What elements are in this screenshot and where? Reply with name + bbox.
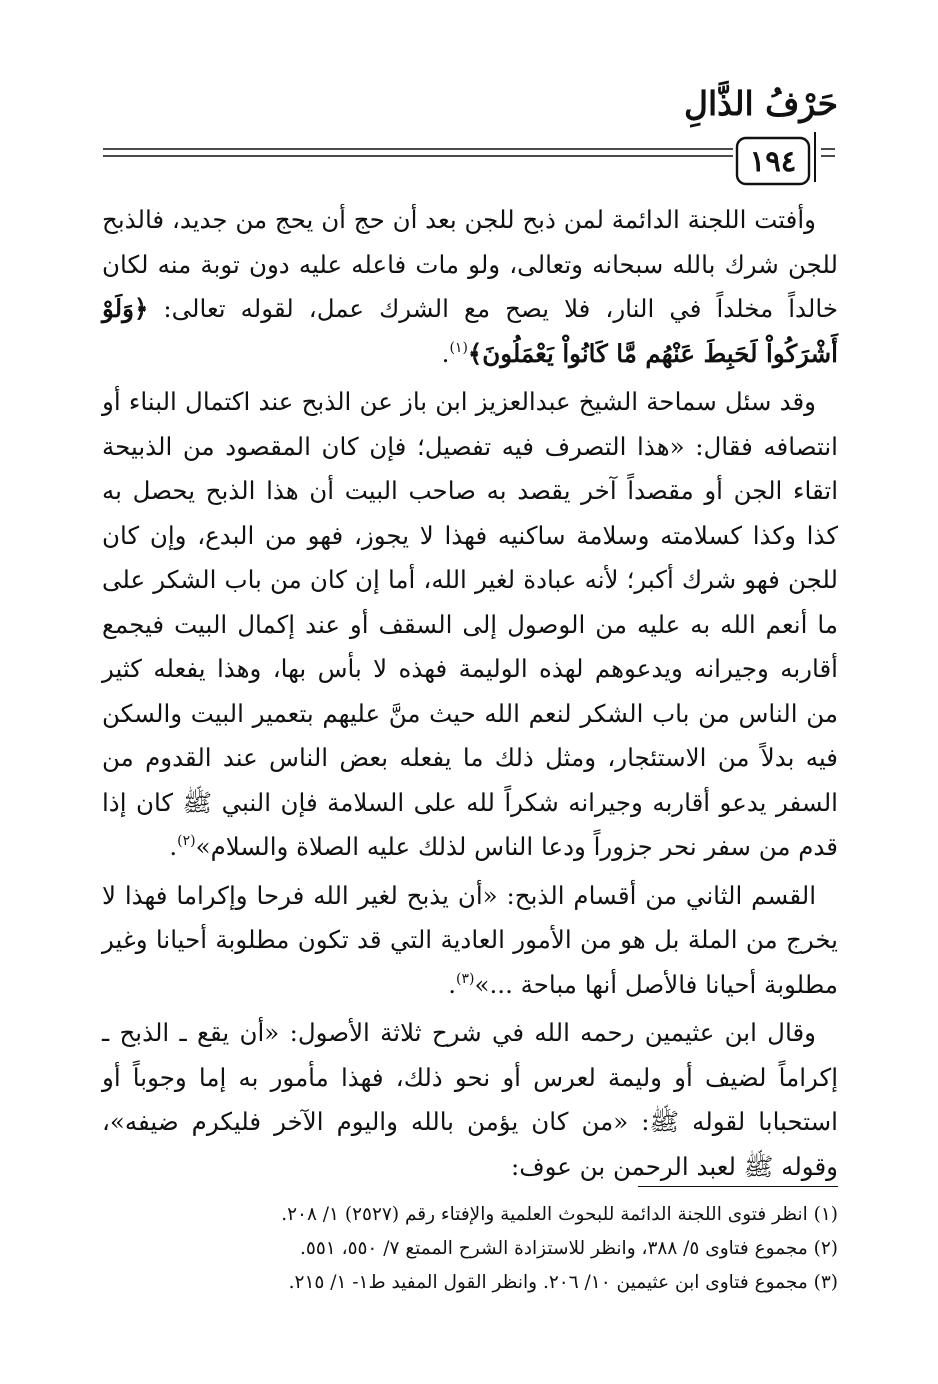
footnote-ref-1[interactable]: (١) (449, 339, 468, 356)
paragraph-2 (102, 380, 838, 870)
footnote-2: (٢) مجموع فتاوى ٥/ ٣٨٨، وانظر للاستزادة الشرح الممتع ٧/ ٥٥٠، ٥٥١. (300, 1238, 838, 1259)
quran-verse: ﴿وَلَوْ أَشْرَكُواْ لَحَبِطَ عَنْهُم مَّا كَانُواْ يَعْمَلُونَ﴾ (102, 294, 838, 368)
footnote-ref-3[interactable]: (٣) (456, 970, 475, 987)
footnote-divider (638, 1186, 838, 1187)
footnote-1: (١) انظر فتوى اللجنة الدائمة للبحوث العلمية والإفتاء رقم (٢٥٢٧) ١/ ٢٠٨. (281, 1204, 838, 1225)
header-rule (103, 130, 835, 190)
paragraph-3-end: . (448, 969, 457, 999)
paragraph-1 (102, 198, 838, 376)
paragraph-2-end: . (169, 832, 178, 861)
paragraph-1-text: وأفتت اللجنة الدائمة لمن ذبح للجن بعد أن حج أن يحج من جديد، فالذبح للجن شرك بالله سبحانه وتعالى، ولو مات فاعله عليه دون توبة منه لكان خالداً مخلداً في النار، فلا يصح مع الشرك عمل، لقوله تعالى: (102, 205, 838, 323)
paragraph-1-end: . (441, 338, 450, 368)
paragraph-4 (102, 1011, 838, 1189)
paragraph-2-text: وقد سئل سماحة الشيخ عبدالعزيز ابن باز عن الذبح عند اكتمال البناء أو انتصافه فقال: «هذا التصرف فيه تفصيل؛ فإن كان المقصود من الذبيحة اتقاء الجن أو مقصداً آخر يقصد به صاحب البيت أن هذا الذبح يحصل به كذا وكذا كسلامته وسلامة ساكنيه فهذا لا يجوز، فهو من البدع، وإن كان للجن فهو شرك أكبر؛ لأنه عبادة لغير الله، أما إن كان من باب الشكر على ما أنعم الله به عليه من الوصول إلى السقف أو عند إكمال البيت فيجمع أقاربه وجيرانه ويدعوهم لهذه الوليمة فهذه لا بأس بها، وهذا يفعله كثير من الناس من باب الشكر لنعم الله حيث منَّ عليهم بتعمير البيت والسكن فيه بدلاً من الاستئجار، ومثل ذلك ما يفعله بعض الناس عند القدوم من السفر يدعو أقاربه وجيرانه شكراً لله على السلامة فإن النبي ﷺ كان إذا قدم من سفر نحر جزوراً ودعا الناس لذلك عليه الصلاة والسلام» (102, 387, 838, 861)
paragraph-3-text: القسم الثاني من أقسام الذبح: «أن يذبح لغير الله فرحا وإكراما فهذا لا يخرج من الملة بل هو من الأمور العادية التي قد تكون مطلوبة أحيانا وغير مطلوبة أحيانا فالأصل أنها مباحة ...» (102, 880, 838, 999)
page-number: ١٩٤ (749, 144, 797, 178)
paragraph-3 (102, 874, 838, 1008)
body-text (102, 198, 838, 1193)
footnote-ref-2[interactable]: (٢) (177, 833, 196, 849)
footnote-3: (٣) مجموع فتاوى ابن عثيمين ١٠/ ٢٠٦. وانظر القول المفيد ط١- ١/ ٢١٥. (288, 1272, 838, 1293)
footnotes (102, 1198, 838, 1300)
chapter-title: حَرْفُ الذَّالِ (684, 84, 838, 123)
paragraph-4-text: وقال ابن عثيمين رحمه الله في شرح ثلاثة الأصول: «أن يقع ـ الذبح ـ إكراماً لضيف أو وليمة لعرس أو نحو ذلك، فهذا مأمور به إما وجوباً أو استحبابا لقوله ﷺ: «من كان يؤمن بالله واليوم الآخر فليكرم ضيفه»، وقوله ﷺ لعبد الرحمن بن عوف: (102, 1018, 838, 1181)
